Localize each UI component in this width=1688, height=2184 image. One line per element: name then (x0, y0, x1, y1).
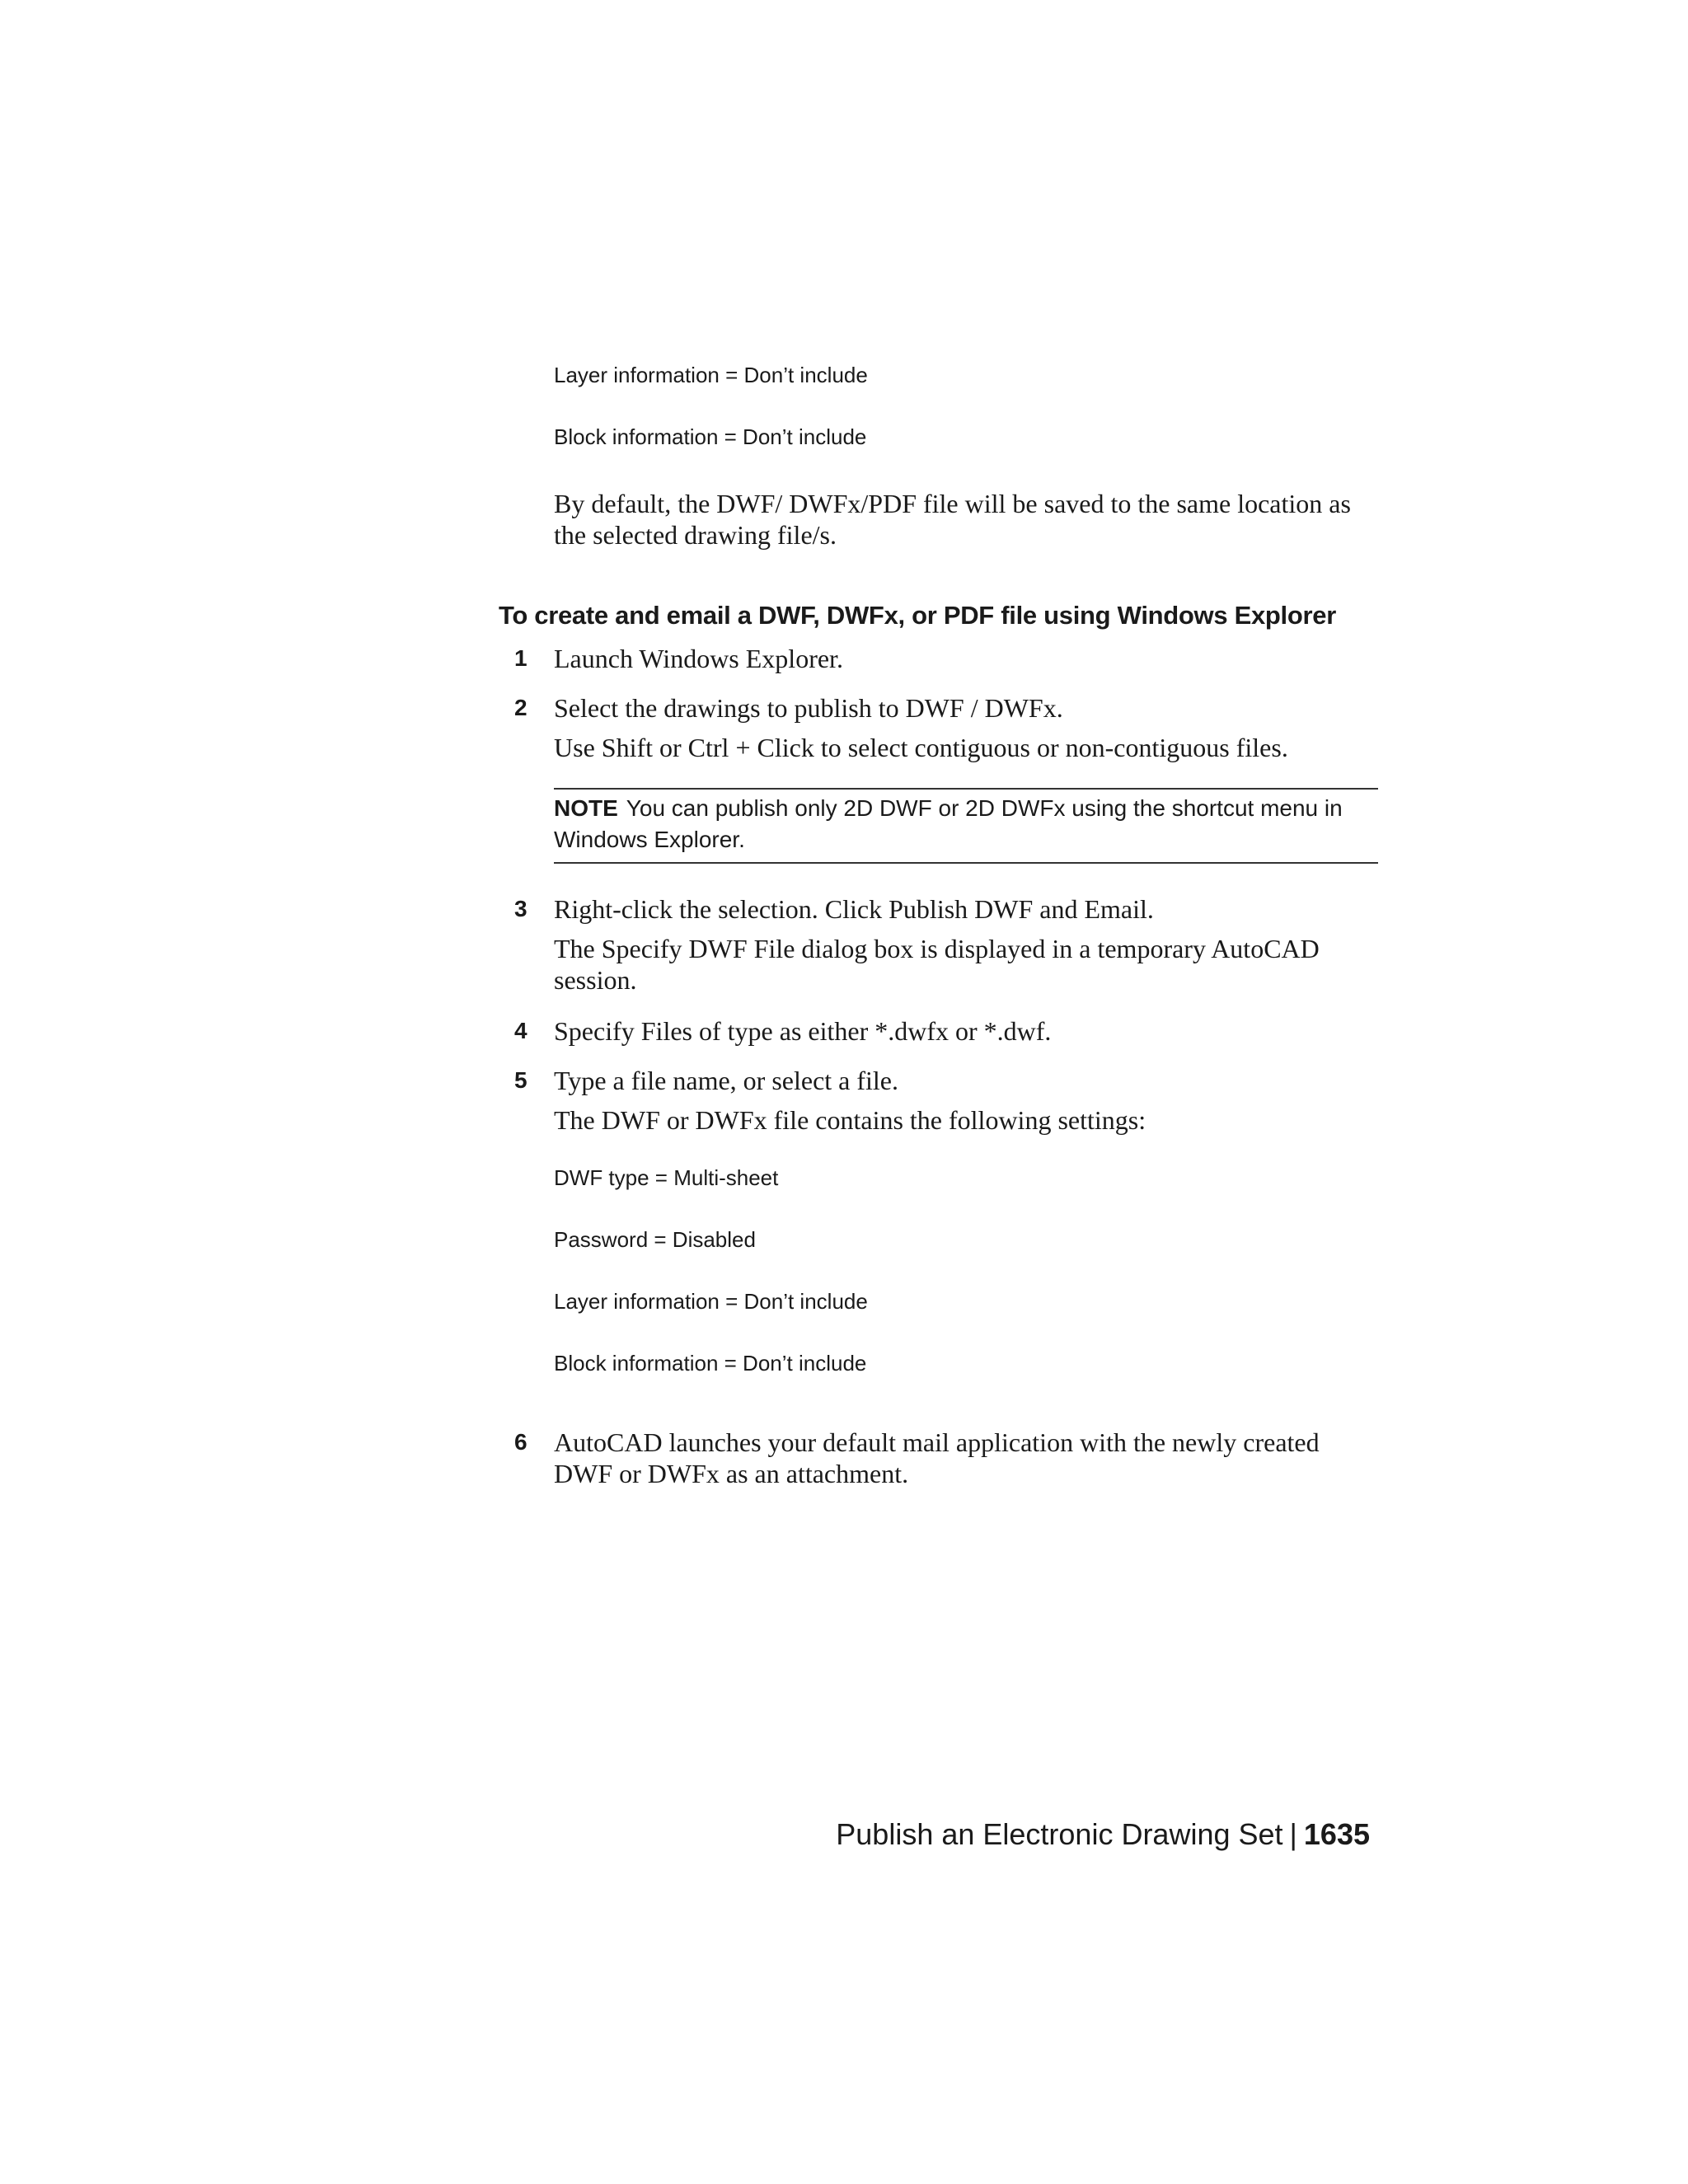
step-number: 5 (514, 1067, 528, 1093)
step-text: Type a file name, or select a file. (554, 1066, 898, 1095)
step-detail: Use Shift or Ctrl + Click to select contiguous or non-contiguous files. (554, 733, 1288, 762)
step-number: 4 (514, 1018, 528, 1043)
step-text: Specify Files of type as either *.dwfx or *.dwf. (554, 1016, 1052, 1046)
step-text: Select the drawings to publish to DWF / DWFx. (554, 693, 1063, 723)
step-detail: The DWF or DWFx file contains the following settings: (554, 1105, 1146, 1135)
intro-paragraph: By default, the DWF/ DWFx/PDF file will be saved to the same location as the selected drawing file/s. (554, 489, 1351, 550)
note-label: NOTE (554, 795, 618, 821)
footer-separator: | (1289, 1817, 1297, 1851)
section-heading: To create and email a DWF, DWFx, or PDF file using Windows Explorer (499, 601, 1336, 630)
step-number: 6 (514, 1429, 528, 1455)
step-number: 2 (514, 695, 528, 720)
footer-section-title: Publish an Electronic Drawing Set (836, 1817, 1283, 1851)
step-text: Launch Windows Explorer. (554, 644, 843, 673)
setting-block-information: Block information = Don’t include (554, 424, 867, 449)
step-text: Right-click the selection. Click Publish DWF and Email. (554, 894, 1154, 924)
page-number: 1635 (1303, 1817, 1370, 1851)
step-text: AutoCAD launches your default mail application with the newly created DWF or DWFx as an attachment. (554, 1427, 1320, 1488)
step-detail: The Specify DWF File dialog box is displayed in a temporary AutoCAD session. (554, 934, 1320, 995)
note-box (554, 788, 1378, 864)
setting-dwf-type: DWF type = Multi-sheet (554, 1165, 779, 1190)
setting-layer-information: Layer information = Don’t include (554, 1289, 868, 1314)
step-number: 1 (514, 645, 528, 671)
setting-layer-information: Layer information = Don’t include (554, 363, 868, 387)
note-text: You can publish only 2D DWF or 2D DWFx using the shortcut menu in Windows Explorer. (554, 795, 1343, 852)
setting-block-information: Block information = Don’t include (554, 1351, 867, 1376)
step-number: 3 (514, 896, 528, 921)
page-footer (836, 1816, 1370, 1853)
setting-password: Password = Disabled (554, 1227, 756, 1252)
